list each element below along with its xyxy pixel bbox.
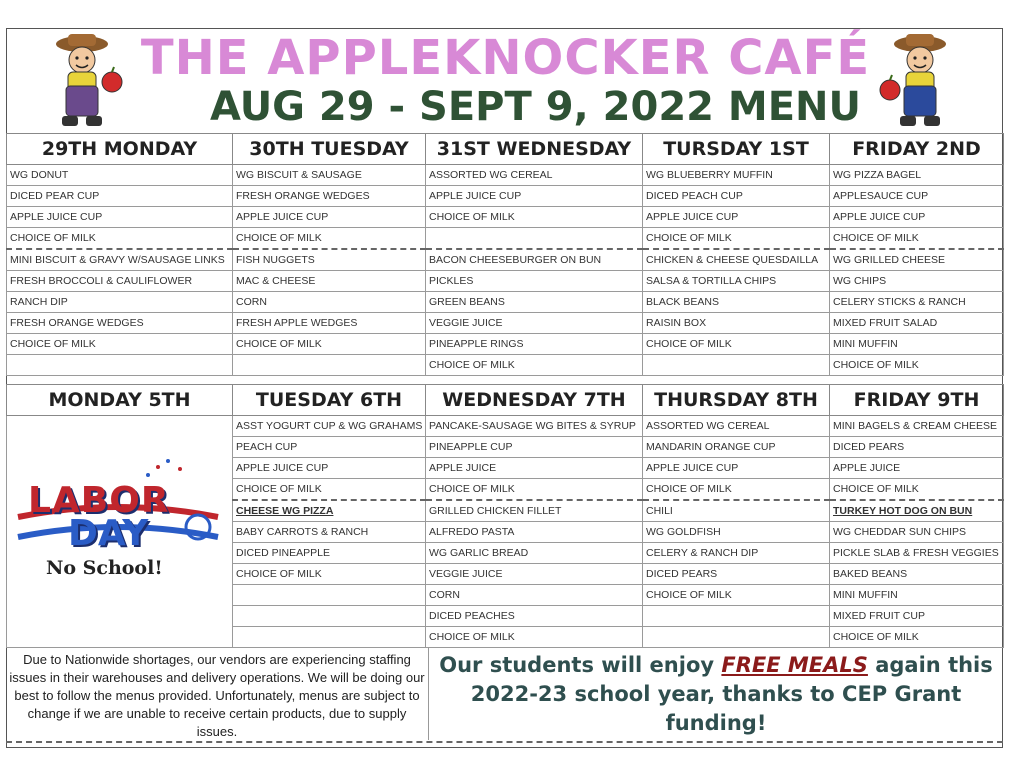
menu-item: CHOICE OF MILK: [830, 479, 1004, 501]
menu-item: FISH NUGGETS: [233, 249, 426, 271]
table-row: [7, 355, 1004, 376]
menu-item: ASSORTED WG CEREAL: [426, 165, 643, 186]
menu-item: TURKEY HOT DOG ON BUN: [830, 500, 1004, 522]
menu-item: ALFREDO PASTA: [426, 522, 643, 543]
menu-item: PICKLES: [426, 271, 643, 292]
menu-item: CHOICE OF MILK: [830, 355, 1004, 376]
menu-item: CHOICE OF MILK: [426, 479, 643, 501]
menu-item: ASSORTED WG CEREAL: [643, 416, 830, 437]
menu-item: [233, 585, 426, 606]
menu-item: GREEN BEANS: [426, 292, 643, 313]
menu-item: MINI MUFFIN: [830, 334, 1004, 355]
menu-item: APPLE JUICE: [426, 458, 643, 479]
menu-item: FRESH BROCCOLI & CAULIFLOWER: [7, 271, 233, 292]
menu-item: CHOICE OF MILK: [426, 627, 643, 648]
menu-item: CHOICE OF MILK: [643, 479, 830, 501]
menu-item: [643, 355, 830, 376]
menu-item: WG PIZZA BAGEL: [830, 165, 1004, 186]
table-row: [7, 249, 1004, 271]
menu-item: CHOICE OF MILK: [643, 585, 830, 606]
menu-item: BLACK BEANS: [643, 292, 830, 313]
menu-item: CHOICE OF MILK: [233, 228, 426, 250]
menu-item: CHEESE WG PIZZA: [233, 500, 426, 522]
menu-item: FRESH APPLE WEDGES: [233, 313, 426, 334]
menu-item: ASST YOGURT CUP & WG GRAHAMS: [233, 416, 426, 437]
menu-item: CHILI: [643, 500, 830, 522]
day-header: 29TH MONDAY: [7, 134, 233, 165]
footer-divider: [428, 648, 429, 740]
menu-item: PINEAPPLE CUP: [426, 437, 643, 458]
table-row: [7, 271, 1004, 292]
menu-item: PINEAPPLE RINGS: [426, 334, 643, 355]
menu-item: MIXED FRUIT CUP: [830, 606, 1004, 627]
menu-item: CHOICE OF MILK: [643, 334, 830, 355]
menu-item: CELERY STICKS & RANCH: [830, 292, 1004, 313]
menu-item: [7, 355, 233, 376]
menu-item: CHOICE OF MILK: [233, 334, 426, 355]
day-word: DAY: [68, 513, 149, 554]
table-row: [7, 292, 1004, 313]
day-header: TUESDAY 6TH: [233, 385, 426, 416]
table-row: [7, 186, 1004, 207]
menu-item: [426, 228, 643, 250]
menu-item: CHOICE OF MILK: [426, 355, 643, 376]
menu-item: FRESH ORANGE WEDGES: [233, 186, 426, 207]
menu-item: CHOICE OF MILK: [830, 627, 1004, 648]
menu-item: APPLE JUICE CUP: [426, 186, 643, 207]
menu-item: MANDARIN ORANGE CUP: [643, 437, 830, 458]
menu-item: BACON CHEESEBURGER ON BUN: [426, 249, 643, 271]
menu-item: WG BLUEBERRY MUFFIN: [643, 165, 830, 186]
menu-item: RANCH DIP: [7, 292, 233, 313]
week1-day-headers: [7, 134, 1004, 165]
menu-item: PANCAKE-SAUSAGE WG BITES & SYRUP: [426, 416, 643, 437]
menu-item: CHOICE OF MILK: [7, 228, 233, 250]
menu-item: [233, 627, 426, 648]
table-row: [7, 334, 1004, 355]
day-header: TURSDAY 1ST: [643, 134, 830, 165]
menu-item: MINI BAGELS & CREAM CHEESE: [830, 416, 1004, 437]
promo-text-before: Our students will enjoy: [439, 653, 722, 677]
table-row: [7, 313, 1004, 334]
menu-item: APPLESAUCE CUP: [830, 186, 1004, 207]
day-header: 31ST WEDNESDAY: [426, 134, 643, 165]
menu-item: VEGGIE JUICE: [426, 564, 643, 585]
labor-day-graphic: [8, 455, 228, 595]
menu-item: SALSA & TORTILLA CHIPS: [643, 271, 830, 292]
menu-item: APPLE JUICE CUP: [233, 458, 426, 479]
day-header: MONDAY 5TH: [7, 385, 233, 416]
day-header: 30TH TUESDAY: [233, 134, 426, 165]
day-header: FRIDAY 9TH: [830, 385, 1004, 416]
menu-item: WG GOLDFISH: [643, 522, 830, 543]
menu-item: DICED PINEAPPLE: [233, 543, 426, 564]
cafe-title: THE APPLEKNOCKER CAFÉ: [140, 30, 871, 86]
menu-item: RAISIN BOX: [643, 313, 830, 334]
menu-item: MINI BISCUIT & GRAVY W/SAUSAGE LINKS: [7, 249, 233, 271]
menu-item: PEACH CUP: [233, 437, 426, 458]
week1-menu-table: [6, 133, 1004, 376]
menu-item: MAC & CHEESE: [233, 271, 426, 292]
menu-item: CELERY & RANCH DIP: [643, 543, 830, 564]
table-row: [7, 416, 1004, 437]
menu-item: DICED PEACH CUP: [643, 186, 830, 207]
bottom-border: [6, 741, 1003, 743]
promo-emphasis: FREE MEALS: [721, 653, 868, 677]
table-row: [7, 165, 1004, 186]
menu-item: APPLE JUICE CUP: [643, 207, 830, 228]
menu-item: [233, 606, 426, 627]
menu-item: CHOICE OF MILK: [643, 228, 830, 250]
menu-item: [643, 627, 830, 648]
menu-item: VEGGIE JUICE: [426, 313, 643, 334]
menu-item: CORN: [426, 585, 643, 606]
menu-item: DICED PEARS: [830, 437, 1004, 458]
menu-item: WG GRILLED CHEESE: [830, 249, 1004, 271]
menu-item: APPLE JUICE CUP: [643, 458, 830, 479]
menu-item: DICED PEARS: [643, 564, 830, 585]
day-header: WEDNESDAY 7TH: [426, 385, 643, 416]
table-row: [7, 207, 1004, 228]
day-header: THURSDAY 8TH: [643, 385, 830, 416]
supply-notice: Due to Nationwide shortages, our vendors are experiencing staffing issues in their warehouses and delivery operations. We will be doing our best to follow the menus provided. Unfortunately, menus are subject to change if we are unable to receive certain products, due to supply issues.: [9, 652, 425, 739]
menu-item: CHOICE OF MILK: [233, 564, 426, 585]
menu-date-range: AUG 29 - SEPT 9, 2022 MENU: [209, 84, 862, 130]
menu-item: BABY CARROTS & RANCH: [233, 522, 426, 543]
menu-item: APPLE JUICE: [830, 458, 1004, 479]
menu-item: APPLE JUICE CUP: [830, 207, 1004, 228]
week2-day-headers: [7, 385, 1004, 416]
labor-word: LABOR: [28, 480, 170, 521]
menu-item: DICED PEAR CUP: [7, 186, 233, 207]
menu-item: WG CHIPS: [830, 271, 1004, 292]
free-meals-promo: [432, 651, 1000, 738]
menu-item: [233, 355, 426, 376]
menu-item: DICED PEACHES: [426, 606, 643, 627]
day-header: FRIDAY 2ND: [830, 134, 1004, 165]
menu-item: WG GARLIC BREAD: [426, 543, 643, 564]
menu-item: CHOICE OF MILK: [830, 228, 1004, 250]
menu-item: APPLE JUICE CUP: [7, 207, 233, 228]
menu-item: PICKLE SLAB & FRESH VEGGIES: [830, 543, 1004, 564]
menu-item: CHICKEN & CHEESE QUESDAILLA: [643, 249, 830, 271]
menu-item: GRILLED CHICKEN FILLET: [426, 500, 643, 522]
menu-item: MIXED FRUIT SALAD: [830, 313, 1004, 334]
menu-item: WG BISCUIT & SAUSAGE: [233, 165, 426, 186]
menu-item: APPLE JUICE CUP: [233, 207, 426, 228]
menu-item: WG CHEDDAR SUN CHIPS: [830, 522, 1004, 543]
menu-item: WG DONUT: [7, 165, 233, 186]
menu-item: MINI MUFFIN: [830, 585, 1004, 606]
menu-item: CHOICE OF MILK: [426, 207, 643, 228]
menu-item: CHOICE OF MILK: [7, 334, 233, 355]
menu-item: FRESH ORANGE WEDGES: [7, 313, 233, 334]
menu-item: [643, 606, 830, 627]
no-school-label: No School!: [46, 557, 163, 579]
promo-text-after: again this 2022-23 school year, thanks to CEP Grant funding!: [470, 653, 993, 735]
menu-item: CHOICE OF MILK: [233, 479, 426, 501]
table-row: [7, 228, 1004, 250]
menu-item: CORN: [233, 292, 426, 313]
menu-item: BAKED BEANS: [830, 564, 1004, 585]
